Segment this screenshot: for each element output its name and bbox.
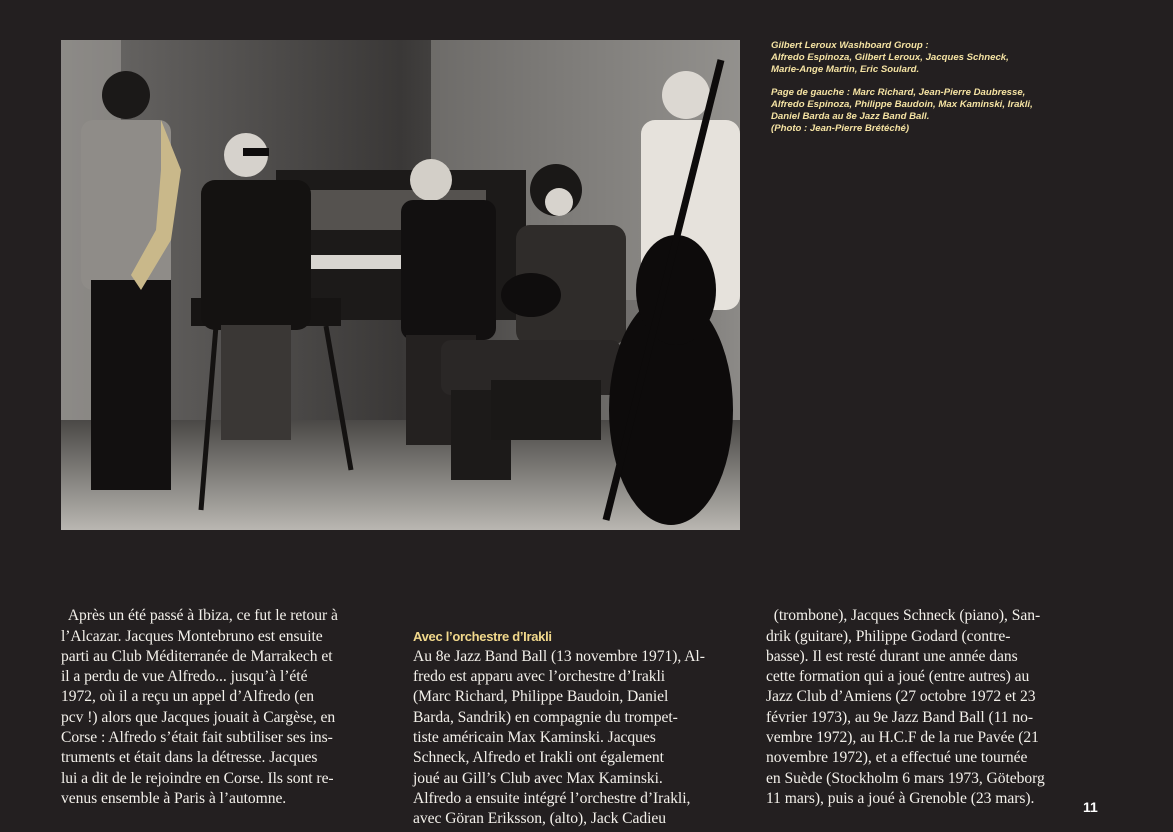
section-heading: Avec l’orchestre d’Irakli: [413, 628, 552, 644]
photo-caption: [771, 40, 1101, 146]
caption-credit-line: Page de gauche : Marc Richard, Jean-Pierre Daubresse, Alfredo Espinoza, Philippe Baudoin, Max Kaminski, Irakli, Daniel Barda au 8e Jazz Band Ball. (Photo : Jean-Pierre Brétéché): [771, 87, 1033, 134]
article-column-3: [766, 586, 1096, 809]
column-3-text: (trombone), Jacques Schneck (piano), San- drik (guitare), Philippe Godard (contre- basse). Il est resté durant une année dans cette formation qui a joué (entre autres) au Jazz Club d’Amiens (27 octobre 1972 et 23 février 1973), au 9e Jazz Band Ball (11 no- vembre 1972), au H.C.F de la rue Pavée (21 novembre 1972), et a effectué une tournée en Suède (Stockholm 6 mars 1973, Göteborg 11 mars), puis a joué à Grenoble (23 mars).: [766, 607, 1045, 807]
page-number: 11: [1083, 799, 1098, 815]
article-column-2: [413, 586, 743, 830]
band-photo: [61, 40, 740, 530]
article-column-1: [61, 586, 391, 809]
column-1-text: Après un été passé à Ibiza, ce fut le retour à l’Alcazar. Jacques Montebruno est ensuite parti au Club Méditerranée de Marrakech et il a perdu de vue Alfredo... jusqu’à l’été 1972, où il a reçu un appel d’Alfredo (en pcv !) alors que Jacques jouait à Cargèse, en Corse : Alfredo s’était fait subtiliser ses ins- truments et était dans la détresse. Jacques lui a dit de le rejoindre en Corse. Ils sont re- venus ensemble à Paris à l’automne.: [61, 607, 338, 807]
caption-group-line: Gilbert Leroux Washboard Group : Alfredo Espinoza, Gilbert Leroux, Jacques Schneck, Marie-Ange Martin, Eric Soulard.: [771, 40, 1009, 75]
column-2-text: Au 8e Jazz Band Ball (13 novembre 1971), Al- fredo est apparu avec l’orchestre d’Irakli (Marc Richard, Philippe Baudoin, Daniel Barda, Sandrik) en compagnie du trompet- tiste américain Max Kaminski. Jacques Schneck, Alfredo et Irakli ont également joué au Gill’s Club avec Max Kaminski. Alfredo a ensuite intégré l’orchestre d’Irakli, avec Göran Eriksson, (alto), Jack Cadieu: [413, 647, 705, 828]
